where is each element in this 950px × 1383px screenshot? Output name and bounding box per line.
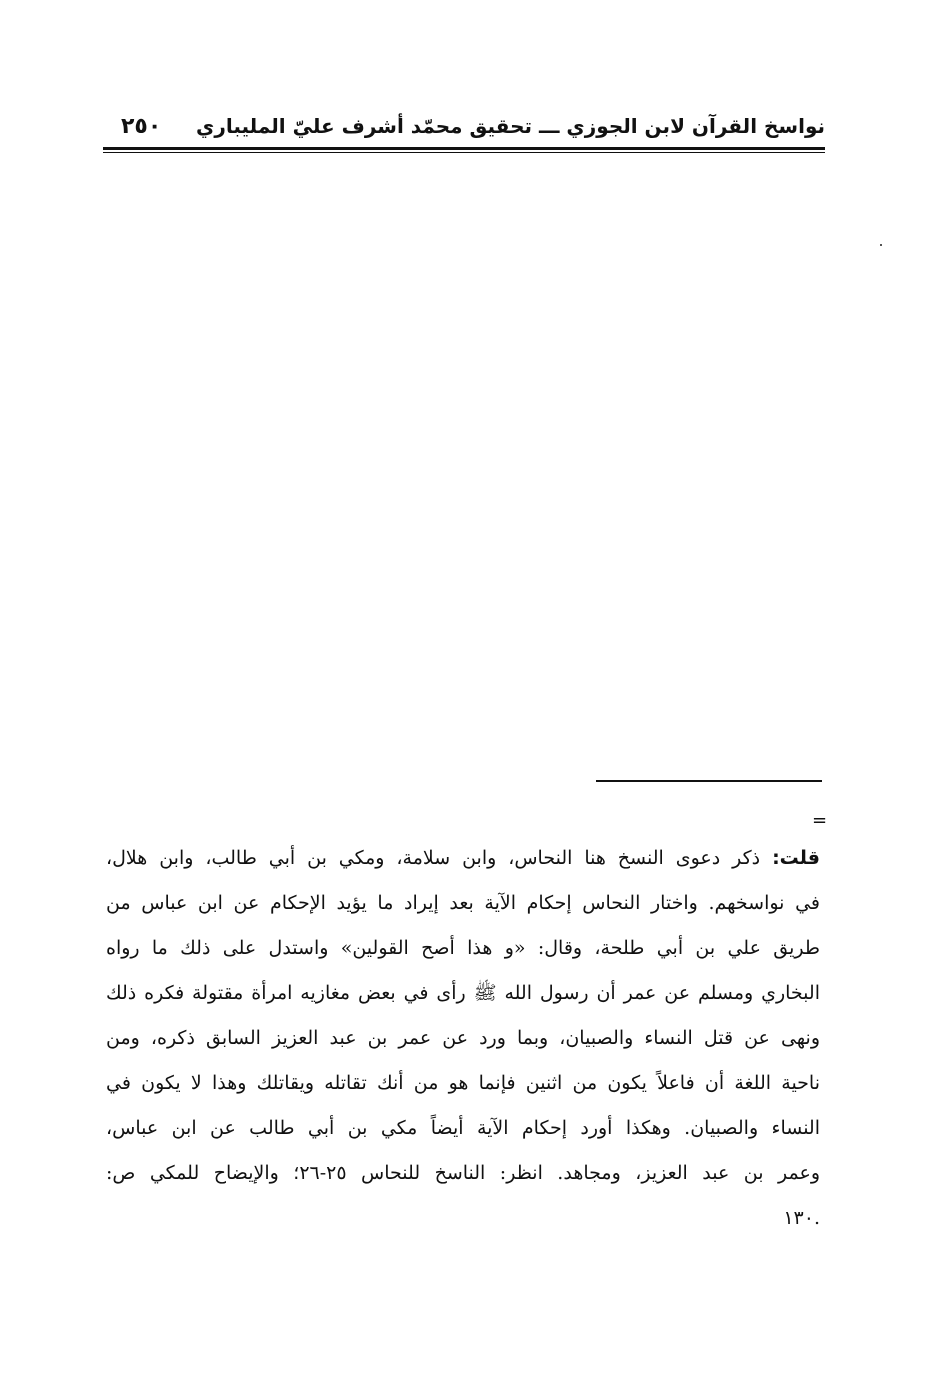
running-header [103,112,825,148]
header-rule [103,147,825,150]
footnote-separator [596,780,822,782]
footnote-block [106,836,820,1241]
footnote-line: وعمر بن عبد العزيز، ومجاهد. انظر: الناسخ للنحاس ٢٥-٢٦؛ والإيضاح للمكي ص: [106,1162,820,1184]
footnote-line: النساء والصبيان. وهكذا أورد إحكام الآية أيضاً مكي بن أبي طالب عن ابن عباس، [106,1117,820,1139]
header-rule-thin [103,152,825,153]
footnote-line: البخاري ومسلم عن عمر أن رسول الله ﷺ رأى في بعض مغازيه امرأة مقتولة فكره ذلك [106,982,820,1004]
running-header-title: نواسخ القرآن لابن الجوزي ـــ تحقيق محمّد أشرف عليّ المليباري [196,114,825,138]
footnote-line [106,836,820,881]
scan-speck [880,244,882,246]
footnote-line: في نواسخهم. واختار النحاس إحكام الآية بعد إيراد ما يؤيد الإحكام عن ابن عباس من [106,892,820,914]
footnote-line: .١٣٠ [783,1207,820,1229]
footnote-line: ناحية اللغة أن فاعلاً يكون من اثنين فإنما هو من أنك تقاتله ويقاتلك وهذا لا يكون في [106,1072,820,1094]
page-number: ٢٥٠ [121,114,162,139]
footnote-line-text: ذكر دعوى النسخ هنا النحاس، وابن سلامة، ومكي بن أبي طالب، وابن هلال، [106,847,773,869]
footnote-lead-word: قلت: [772,847,820,869]
footnote-continuation-mark: = [812,810,828,831]
footnote-line: طريق علي بن أبي طلحة، وقال: «و هذا أصح القولين» واستدل على ذلك ما رواه [106,937,820,959]
footnote-line: ونهى عن قتل النساء والصبيان، وبما ورد عن عمر بن عبد العزيز السابق ذكره، ومن [106,1027,820,1049]
